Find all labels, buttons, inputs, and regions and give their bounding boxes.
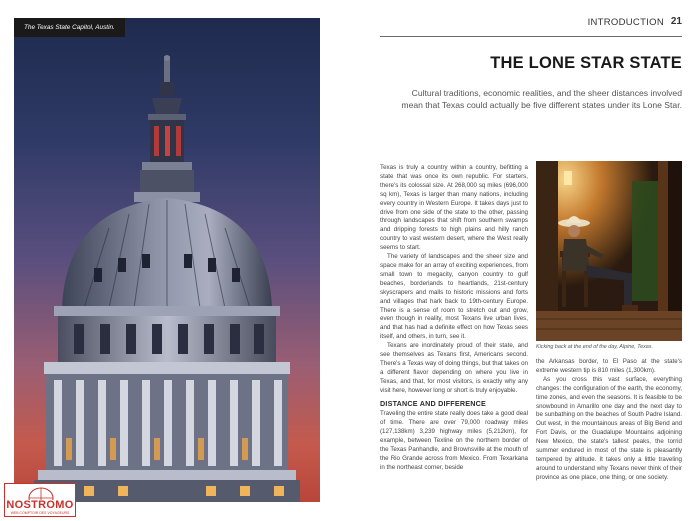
body-paragraph: As you cross this vast surface, everything changes: the configuration of the earth, the economy, time zones, and even the seasons. It is feasible to be snowbound in Amarillo one day and the next day to be sunbathing on the beaches of South Padre Island. Out west, in the mountainous areas of Big Bend and Fort Davis, or the Guadalupe Mountains adjoining New Mexico, the state's tallest peaks, the torrid summer endured in most of the state is pleasantly tempered by altitude. It takes only a little traveling around to understand why Texans never think of their province as one place, one thing, or one society. <box>536 375 682 481</box>
nostromo-logo <box>4 483 76 517</box>
logo-name: NOSTROMO <box>6 499 74 511</box>
body-column-right <box>536 358 682 483</box>
body-paragraph: Texans are inordinately proud of their state, and see themselves as Texans first, Americans second. There's a Texas way of doing things, but that takes on a different flavor depending on where you live in Texas, and that, for most visitors, is exactly why any visit here, however long or short is truly enjoyable. <box>380 342 528 394</box>
body-column-left <box>380 164 528 473</box>
logo-tagline: WEB COMPTOIR DES VOYAGEURS <box>10 511 70 515</box>
body-paragraph: The variety of landscapes and the sheer size and space make for an array of exciting experiences, from small town to megacity, canyon country to gulf beaches, borderlands to heartlands, 21st-century skyscrapers and malls to historic missions and forts and villages that hark back to 19th-century Europe. There is a sense of room to stretch out and grow, even though in reality, most Texans live urban lives, and that has had a definite effect on how Texas sees itself, and others, in turn, see it. <box>380 253 528 341</box>
capitol-dome-illustration <box>14 18 320 502</box>
photo-caption-cowboy: Kicking back at the end of the day, Alpine, Texas. <box>536 344 653 350</box>
capitol-dome-photo <box>14 18 320 502</box>
page-title: THE LONE STAR STATE <box>490 54 682 72</box>
photo-caption-capitol: The Texas State Capitol, Austin. <box>14 18 125 37</box>
running-header <box>380 17 682 37</box>
section-subhead: DISTANCE AND DIFFERENCE <box>380 398 487 408</box>
body-paragraph: the Arkansas border, to El Paso at the state's extreme western tip is 810 miles (1,300km). <box>536 358 682 374</box>
body-paragraph: Traveling the entire state really does take a good deal of time. There are over 79,000 roadway miles (127,138km) 3,239 highway miles (5,212km), for example, between Texline on the northern border of the Texas Panhandle, and Brownsville at the mouth of the Rio Grande across from Mexico. From Texarkana in the northeast corner, beside <box>380 410 528 471</box>
intro-deck: Cultural traditions, economic realities, and the sheer distances involved mean that Texas could actually be five different states under its Lone Star. <box>401 88 682 110</box>
header-section-name: INTRODUCTION <box>587 17 664 28</box>
body-paragraph: Texas is truly a country within a country, befitting a state that was once its own republic. For starters, there's its colossal size. At 268,000 sq miles (696,000 sq km), Texas is larger than many nations, including every country in Western Europe. It takes days just to drive from one side of the state to the other, passing through landscapes that shift from southern swamps and dripping forests to high plains and hilly ranch country to vast western desert, where the West really seems to start. <box>380 164 528 252</box>
cowboy-porch-photo <box>536 161 682 341</box>
globe-icon <box>5 484 77 500</box>
page-number: 21 <box>670 16 682 27</box>
cowboy-porch-illustration <box>536 161 682 341</box>
